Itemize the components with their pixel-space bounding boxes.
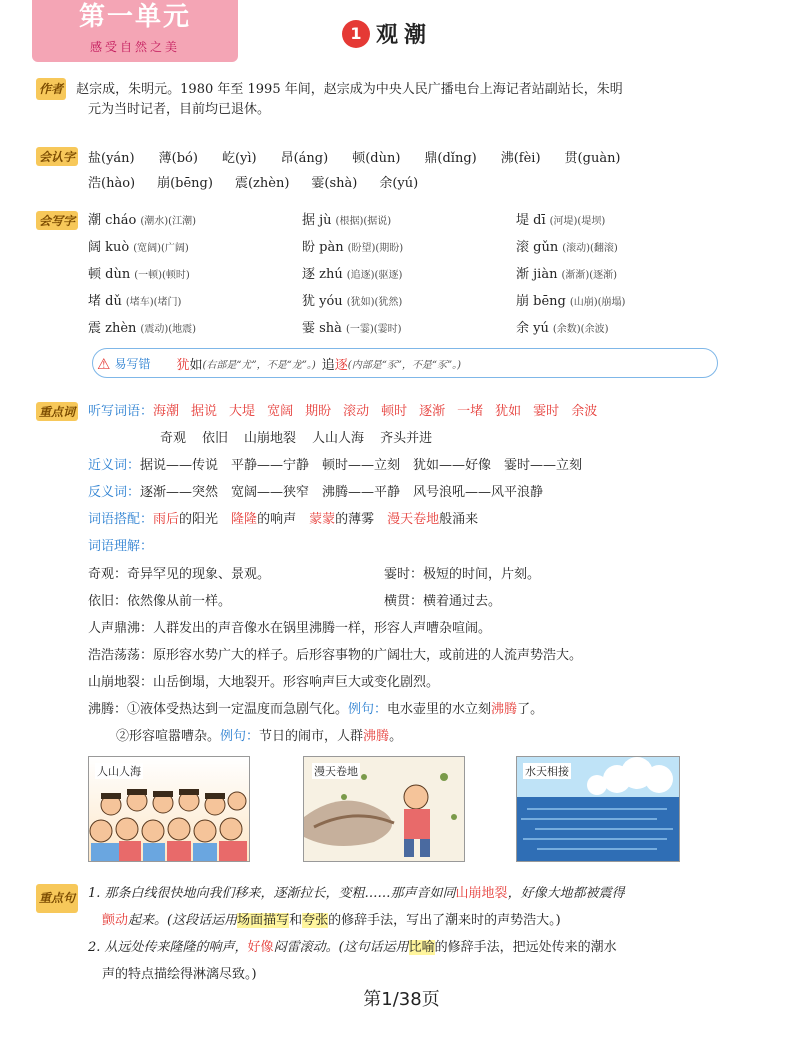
dictation-label: 听写词语： xyxy=(88,404,154,419)
key-words-tag: 重点词 xyxy=(36,402,78,421)
dictation-word: 奇观 xyxy=(160,431,187,446)
write-words: (滚动)(翻滚) xyxy=(562,243,618,254)
mistake-char-2: 逐 xyxy=(334,358,348,373)
recognize-char: 鼎(dǐng) xyxy=(424,150,477,166)
explanation-long: 浩浩荡荡：原形容水势广大的样子。后形容事物的广阔壮大，或前进的人流声势浩大。 xyxy=(88,648,583,663)
mistake-label: 易写错 xyxy=(114,357,151,371)
unit-title: 第一单元 xyxy=(78,2,191,32)
collocation-key: 蒙蒙 xyxy=(309,512,336,527)
recognize-char: 震(zhèn) xyxy=(234,175,290,191)
mistake-note-1: (右部是“尤”，不是“龙”。) xyxy=(202,360,316,371)
write-row xyxy=(88,205,756,232)
image-label-sea: 水天相接 xyxy=(525,765,569,778)
write-char: 阔 kuò xyxy=(88,240,130,255)
image-label-storm: 漫天卷地 xyxy=(314,765,358,778)
explanation-row xyxy=(88,588,778,615)
mistake-word-2: 追 xyxy=(321,358,335,373)
write-char-cell xyxy=(302,317,516,336)
write-row xyxy=(88,259,756,286)
word-explanations xyxy=(88,561,778,750)
write-char-cell xyxy=(516,290,730,309)
collocation-key: 漫天卷地 xyxy=(387,512,440,527)
write-chars-section xyxy=(36,205,756,340)
write-words: (根据)(据说) xyxy=(335,216,392,227)
write-char: 据 jù xyxy=(302,213,332,228)
author-text-2: 元为当时记者，目前均已退休。 xyxy=(88,102,271,117)
recognize-char: 沸(fèi) xyxy=(500,150,541,166)
synonym-label: 近义词： xyxy=(88,458,141,473)
dictation-word: 据说 xyxy=(191,404,218,419)
collocation-label: 词语搭配： xyxy=(88,512,154,527)
write-char-cell xyxy=(88,209,302,228)
explanation-item: 依旧：依然像从前一样。 xyxy=(88,594,232,609)
recognize-char: 崩(bēng) xyxy=(157,175,213,191)
recognize-char: 屹(yì) xyxy=(221,150,257,166)
write-char-cell xyxy=(88,236,302,255)
write-row xyxy=(88,313,756,340)
crowd-illustration xyxy=(89,757,249,861)
recognize-chars-section xyxy=(36,144,621,194)
write-char: 顿 dùn xyxy=(88,267,131,282)
recognize-char: 盐(yán) xyxy=(88,150,135,166)
explanation-row xyxy=(88,561,778,588)
mistake-word-1: 如 xyxy=(189,358,203,373)
dictation-word: 余波 xyxy=(571,404,598,419)
recognize-char: 昂(áng) xyxy=(280,150,329,166)
write-char: 潮 cháo xyxy=(88,213,137,228)
write-char-cell xyxy=(302,290,516,309)
mistake-note-2: (内部是“豕”，不是“豕”。) xyxy=(347,360,462,371)
recognize-char: 薄(bó) xyxy=(158,150,198,166)
write-char: 崩 bēng xyxy=(516,294,566,309)
antonym-text: 逐渐——突然 宽阔——狭窄 沸腾——平静 风号浪吼——风平浪静 xyxy=(140,485,544,500)
write-row xyxy=(88,286,756,313)
write-char: 余 yú xyxy=(516,321,549,336)
collocation-text: 的响声 xyxy=(257,512,310,527)
key-sentences-tag: 重点句 xyxy=(36,884,78,913)
recognize-char: 顿(dùn) xyxy=(352,150,401,166)
key-words-section xyxy=(36,398,776,560)
dictation-word: 逐渐 xyxy=(419,404,446,419)
lesson-name: 观潮 xyxy=(376,23,433,48)
collocation-text: 的阳光 xyxy=(179,512,232,527)
understanding-label: 词语理解： xyxy=(88,539,154,554)
collocation-text: 般涌来 xyxy=(439,512,479,527)
lesson-title xyxy=(342,18,432,49)
write-char-cell xyxy=(516,317,730,336)
write-char: 滚 gǔn xyxy=(516,240,559,255)
dictation-word: 齐头并进 xyxy=(380,431,433,446)
mistake-char-1: 犹 xyxy=(176,358,190,373)
recognize-char: 霎(shà) xyxy=(311,175,358,191)
dictation-word: 依旧 xyxy=(202,431,229,446)
write-words: (震动)(地震) xyxy=(140,324,197,335)
sentence-1: 1. 那条白线很快地向我们移来，逐渐拉长，变粗……那声音如同山崩地裂，好像大地都被震得 颤动起来。(这段话运用场面描写和夸张的修辞手法，写出了潮来时的声势浩大。) xyxy=(88,886,625,928)
collocation-text: 的薄雾 xyxy=(335,512,388,527)
page-indicator: 第1/38页 xyxy=(363,989,440,1010)
write-words: (盼望)(期盼) xyxy=(347,243,404,254)
write-words: (宽阔)(广阔) xyxy=(133,243,189,254)
write-words: (堵车)(堵门) xyxy=(125,297,182,308)
write-words: (河堤)(堤坝) xyxy=(549,216,606,227)
common-mistake-box xyxy=(92,348,718,378)
write-char-cell xyxy=(302,263,516,282)
synonym-text: 据说——传说 平静——宁静 顿时——立刻 犹如——好像 霎时——立刻 xyxy=(140,458,583,473)
recognize-char: 贯(guàn) xyxy=(564,150,621,166)
dictation-word: 顿时 xyxy=(381,404,408,419)
recognize-char: 浩(hào) xyxy=(88,175,136,191)
dictation-word: 大堤 xyxy=(229,404,256,419)
write-char: 渐 jiàn xyxy=(516,267,558,282)
author-text-1: 赵宗成，朱明元。1980 年至 1995 年间，赵宗成为中央人民广播电台上海记者站副站长，朱明 xyxy=(76,82,623,97)
write-words: (余数)(余波) xyxy=(552,324,609,335)
image-sea-sky xyxy=(516,756,680,862)
write-words: (追逐)(驱逐) xyxy=(346,270,403,281)
write-char-cell xyxy=(516,236,730,255)
dictation-word: 滚动 xyxy=(343,404,370,419)
feiteng-line-2: ②形容喧嚣嘈杂。例句：节日的闹市，人群沸腾。 xyxy=(116,729,403,744)
collocation-key: 隆隆 xyxy=(231,512,258,527)
explanation-item: 奇观：奇异罕见的现象、景观。 xyxy=(88,567,271,582)
image-storm xyxy=(303,756,465,862)
unit-subtitle: 感受自然之美 xyxy=(89,40,180,54)
recognize-tag: 会认字 xyxy=(36,147,78,166)
author-tag: 作者 xyxy=(36,78,66,100)
write-char: 逐 zhú xyxy=(302,267,343,282)
author-section xyxy=(36,78,776,120)
write-char: 霎 shà xyxy=(302,321,342,336)
lesson-number-badge: 1 xyxy=(342,20,370,48)
explanation-item: 霎时：极短的时间，片刻。 xyxy=(384,567,541,582)
explanation-item: 横贯：横着通过去。 xyxy=(384,594,502,609)
key-sentences-section xyxy=(36,880,776,988)
feiteng-line-1: 沸腾：①液体受热达到一定温度而急剧气化。例句：电水壶里的水立刻沸腾了。 xyxy=(88,702,544,717)
write-row xyxy=(88,232,756,259)
dictation-word: 宽阔 xyxy=(267,404,294,419)
dictation-word: 期盼 xyxy=(305,404,332,419)
collocation-key: 雨后 xyxy=(153,512,180,527)
dictation-word: 霎时 xyxy=(533,404,560,419)
write-char: 震 zhèn xyxy=(88,321,137,336)
write-char: 堵 dǔ xyxy=(88,294,122,309)
dictation-word: 海潮 xyxy=(153,404,180,419)
write-char-cell xyxy=(516,263,730,282)
write-words: (犹如)(犹然) xyxy=(346,297,403,308)
write-words: (山崩)(崩塌) xyxy=(569,297,626,308)
write-char-cell xyxy=(88,317,302,336)
antonym-label: 反义词： xyxy=(88,485,141,500)
write-char-cell xyxy=(302,236,516,255)
image-crowd xyxy=(88,756,250,862)
dictation-word: 山崩地裂 xyxy=(244,431,297,446)
explanation-long: 山崩地裂：山岳倒塌，大地裂开。形容响声巨大或变化剧烈。 xyxy=(88,675,440,690)
image-label-crowd: 人山人海 xyxy=(97,765,141,778)
recognize-char: 余(yú) xyxy=(379,175,419,191)
warning-icon: ⚠ xyxy=(97,354,111,373)
dictation-word: 一堵 xyxy=(457,404,484,419)
write-words: (潮水)(江潮) xyxy=(140,216,196,227)
dictation-word: 人山人海 xyxy=(312,431,365,446)
write-char: 盼 pàn xyxy=(302,240,344,255)
write-tag: 会写字 xyxy=(36,211,78,230)
write-words: (一顿)(顿时) xyxy=(134,270,190,281)
write-char-cell xyxy=(88,290,302,309)
write-words: (一霎)(霎时) xyxy=(345,324,402,335)
unit-banner xyxy=(32,0,238,62)
explanation-long: 人声鼎沸：人群发出的声音像水在锅里沸腾一样，形容人声嘈杂喧闹。 xyxy=(88,621,492,636)
write-char-cell xyxy=(516,209,730,228)
dictation-word: 犹如 xyxy=(495,404,522,419)
write-char-cell xyxy=(88,263,302,282)
write-char-cell xyxy=(302,209,516,228)
write-char: 堤 dī xyxy=(516,213,546,228)
write-words: (渐渐)(逐渐) xyxy=(561,270,618,281)
sentence-2: 2. 从远处传来隆隆的响声，好像闷雷滚动。(这句话运用比喻的修辞手法，把远处传来的潮水 声的特点描绘得淋漓尽致。) xyxy=(88,940,617,982)
write-char: 犹 yóu xyxy=(302,294,343,309)
